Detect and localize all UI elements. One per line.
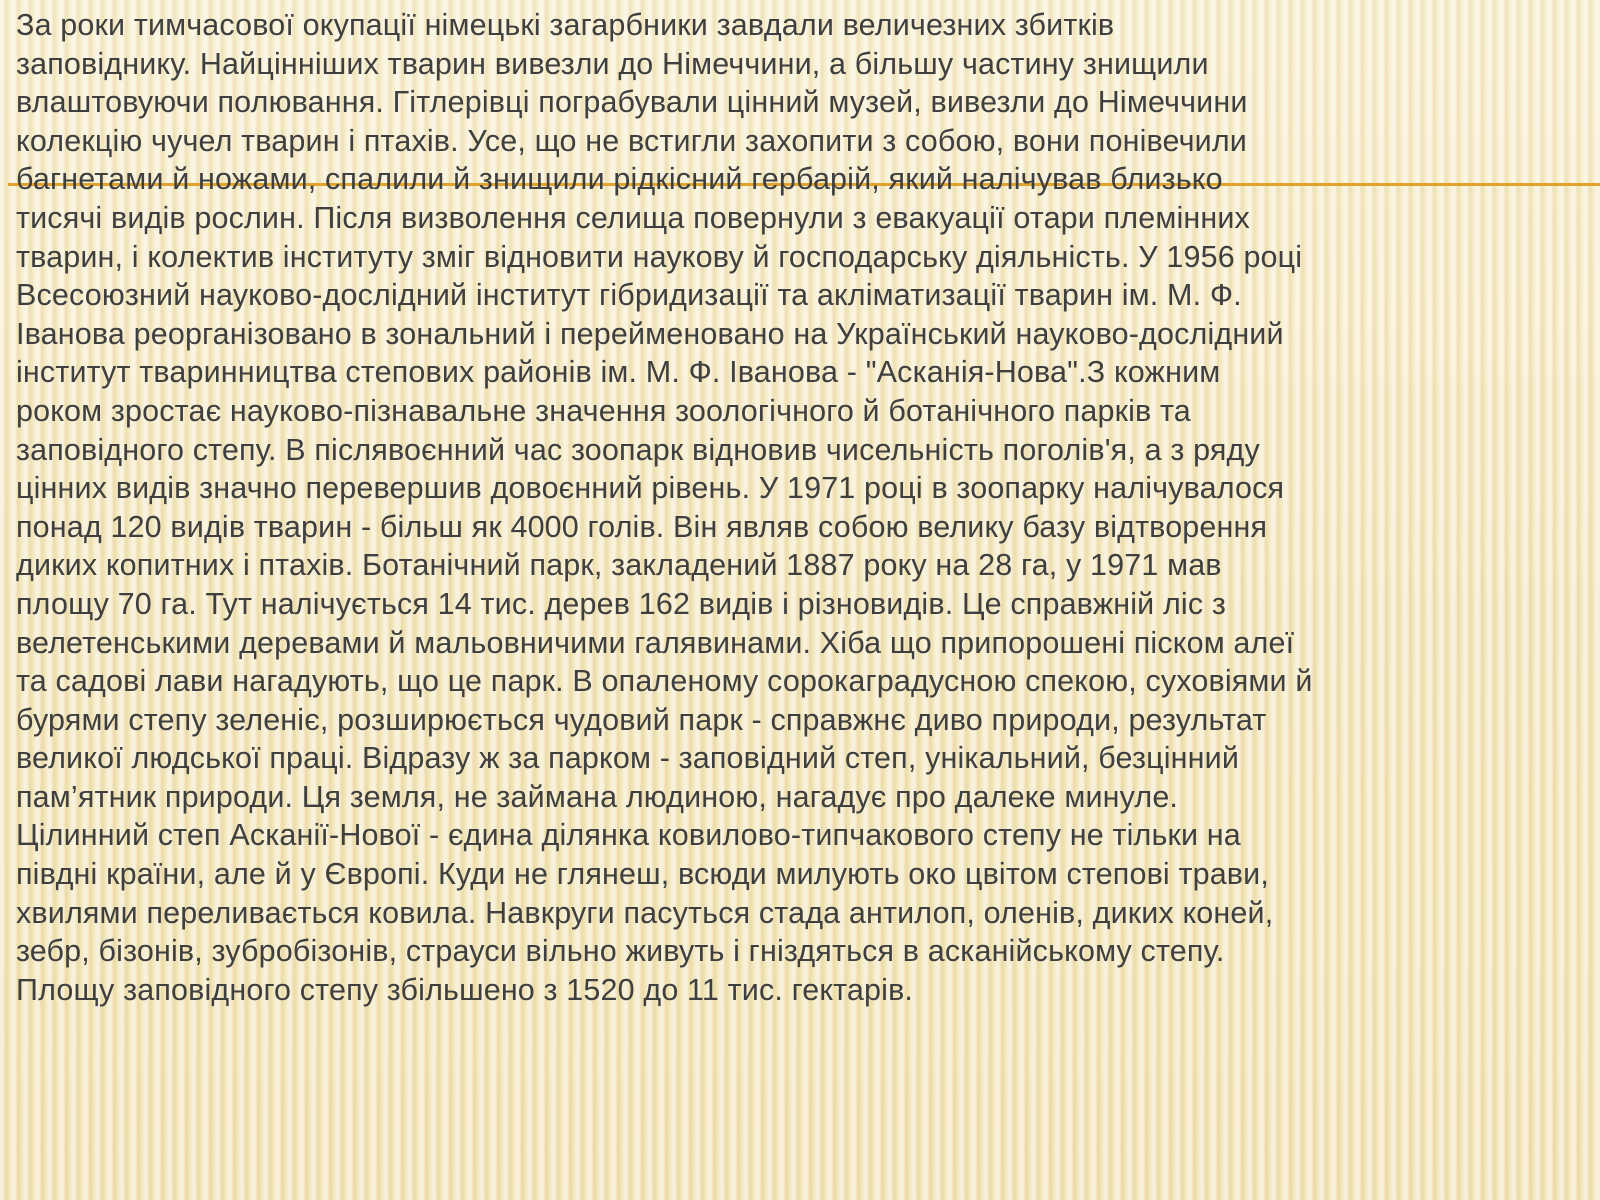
text-line: За роки тимчасової окупації німецькі загарбники завдали величезних збитків (16, 8, 1115, 42)
text-line: Цілинний степ Асканії-Нової - єдина ділянка ковилово-типчакового степу не тільки на (16, 818, 1241, 853)
text-line: півдні країни, але й у Європі. Куди не глянеш, всюди милують око цвітом степові трави, (16, 857, 1269, 892)
text-line: Площу заповідного степу збільшено з 1520 до 11 тис. гектарів. (16, 972, 914, 1007)
text-line: та садові лави нагадують, що це парк. В опаленому сорокаградусною спекою, суховіями й (16, 664, 1313, 699)
text-line: великої людської праці. Відразу ж за парком - заповідний степ, унікальний, безцінний (16, 741, 1240, 776)
text-line: інститут тваринництва степових районів ім. М. Ф. Іванова - "Асканія-Нова".З кожним (16, 355, 1221, 390)
text-line: бурями степу зеленіє, розширюється чудовий парк - справжнє диво природи, результат (16, 702, 1267, 737)
text-line: диких копитних і птахів. Ботанічний парк, закладений 1887 року на 28 га, у 1971 мав (16, 548, 1222, 583)
text-line: тварин, і колектив інституту зміг відновити наукову й господарську діяльність. У 1956 році (16, 239, 1303, 274)
text-line: Іванова реорганізовано в зональний і перейменовано на Український науково-дослідний (16, 316, 1284, 351)
text-line: заповіднику. Найцінніших тварин вивезли до Німеччини, а більшу частину знищили (16, 46, 1209, 81)
text-line: пам’ятник природи. Ця земля, не займана людиною, нагадує про далеке минуле. (16, 779, 1179, 814)
text-line: заповідного степу. В післявоєнний час зоопарк відновив чисельність поголів'я, а з ряду (16, 432, 1260, 467)
text-line: цінних видів значно перевершив довоєнний рівень. У 1971 році в зоопарку налічувалося (16, 471, 1285, 506)
body-text (16, 6, 1586, 1009)
text-line: хвилями переливається ковила. Навкруги пасуться стада антилоп, оленів, диких коней, (16, 895, 1274, 930)
text-line: площу 70 га. Тут налічується 14 тис. дерев 162 видів і різновидів. Це справжній ліс з (16, 586, 1227, 621)
text-line: багнетами й ножами, спалили й знищили рідкісний гербарій, який налічував близько (16, 162, 1223, 197)
text-line: колекцію чучел тварин і птахів. Усе, що не встигли захопити з собою, вони понівечили (16, 123, 1247, 158)
text-line: понад 120 видів тварин - більш як 4000 голів. Він являв собою велику базу відтворення (16, 509, 1268, 544)
text-line: Всесоюзний науково-дослідний інститут гібридизації та акліматизації тварин ім. М. Ф. (16, 278, 1242, 313)
text-line: велетенськими деревами й мальовничими галявинами. Хіба що припорошені піском алеї (16, 625, 1295, 660)
text-line: тисячі видів рослин. Після визволення селища повернули з евакуації отари племінних (16, 200, 1250, 235)
text-line: роком зростає науково-пізнавальне значення зоологічного й ботанічного парків та (16, 393, 1191, 428)
text-line: влаштовуючи полювання. Гітлерівці пограбували цінний музей, вивезли до Німеччини (16, 85, 1248, 120)
text-line: зебр, бізонів, зубробізонів, страуси вільно живуть і гніздяться в асканійському степу. (16, 934, 1225, 969)
